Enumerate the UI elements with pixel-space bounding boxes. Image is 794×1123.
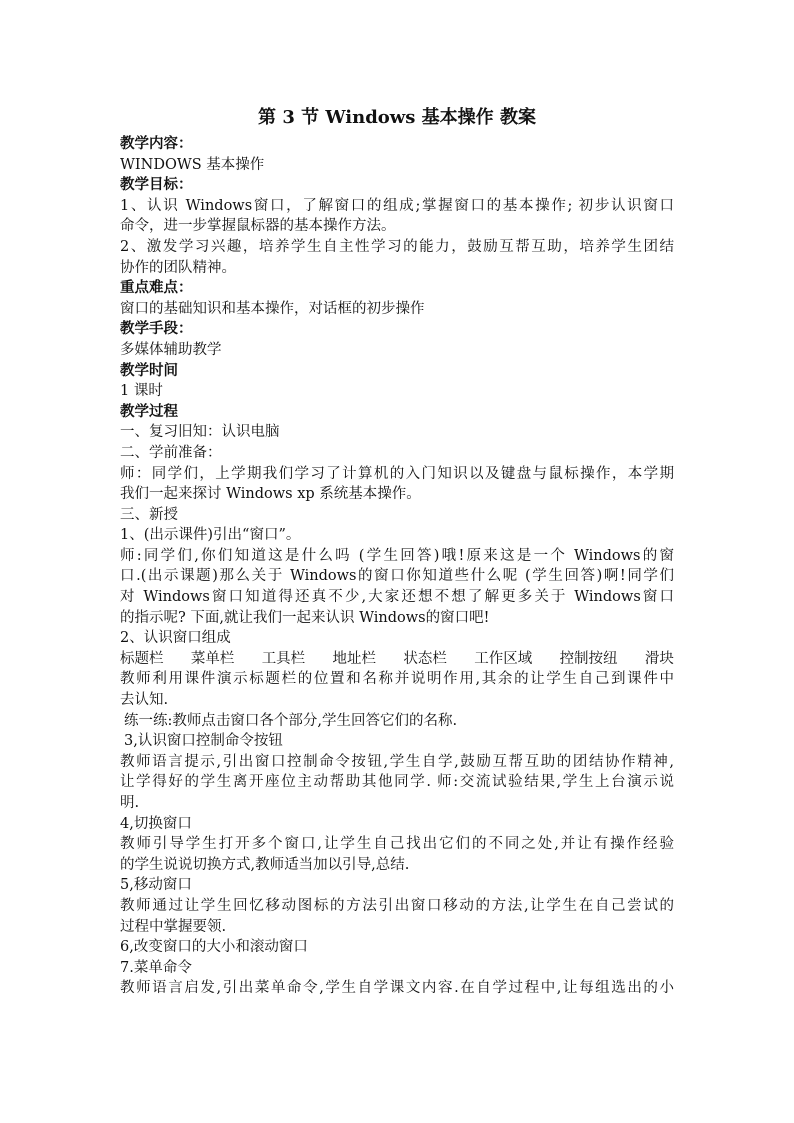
text-line: 2、激发学习兴趣，培养学生自主性学习的能力，鼓励互帮互助，培养学生团结 — [120, 238, 674, 255]
section-heading: 教学内容： — [120, 135, 193, 152]
text-line: 多媒体辅助教学 — [120, 341, 222, 358]
section-heading: 教学过程 — [120, 402, 178, 420]
window-component-label: 状态栏 — [403, 650, 447, 667]
text-line: 一、复习旧知：认识电脑 — [120, 424, 280, 441]
text-line: 教师引导学生打开多个窗口,让学生自己找出它们的不同之处,并让有操作经验 — [120, 836, 674, 853]
text-line: 我们一起来探讨 Windows xp 系统基本操作。 — [120, 486, 421, 503]
text-line: 5,移动窗口 — [120, 877, 192, 894]
text-line: 教师语言启发,引出菜单命令,学生自学课文内容.在自学过程中,让每组选出的小 — [120, 980, 674, 997]
text-line: WINDOWS 基本操作 — [120, 156, 265, 173]
text-line: 二、学前准备： — [120, 444, 222, 461]
text-line: 教师语言提示,引出窗口控制命令按钮,学生自学,鼓励互帮互助的团结协作精神, — [120, 753, 674, 770]
text-line: 协作的团队精神。 — [120, 259, 236, 276]
window-component-label: 地址栏 — [332, 650, 377, 667]
text-line: 师：同学们，上学期我们学习了计算机的入门知识以及键盘与鼠标操作，本学期 — [120, 465, 674, 482]
text-line: 的指示呢? 下面,就让我们一起来认识 Windows的窗口吧! — [120, 609, 490, 626]
text-line: 师:同学们,你们知道这是什么吗 (学生回答)哦!原来这是一个 Windows的窗 — [120, 547, 674, 564]
window-component-label: 标题栏 — [120, 650, 164, 667]
text-line: 2、认识窗口组成 — [120, 630, 231, 647]
text-line: 明. — [120, 795, 140, 811]
section-heading: 重点难点： — [120, 279, 193, 297]
text-line: 对 Windows窗口知道得还真不少,大家还想不想了解更多关于 Windows窗口 — [120, 589, 674, 606]
text-line: 教师通过让学生回忆移动图标的方法引出窗口移动的方法,让学生在自己尝试的 — [120, 897, 674, 914]
section-heading: 教学目标： — [120, 176, 193, 194]
window-components-list — [120, 649, 674, 670]
document-title: 第 3 节 Windows 基本操作 教案 — [258, 107, 536, 128]
text-line: 1、(出示课件)引出“窗口”。 — [120, 527, 301, 544]
window-component-label: 滑块 — [644, 650, 674, 667]
window-component-label: 工具栏 — [261, 650, 306, 667]
body-section-1 — [120, 134, 674, 649]
section-heading: 教学手段： — [120, 320, 193, 338]
text-line: 练一练:教师点击窗口各个部分,学生回答它们的名称. — [124, 712, 458, 729]
text-line: 4,切换窗口 — [120, 815, 192, 832]
text-line: 让学得好的学生离开座位主动帮助其他同学. 师:交流试验结果,学生上台演示说 — [120, 774, 674, 791]
text-line: 口.(出示课题)那么关于 Windows的窗口你知道些什么呢 (学生回答)啊!同学们 — [120, 568, 674, 585]
window-component-label: 菜单栏 — [190, 650, 235, 667]
text-line: 的学生说说切换方式,教师适当加以引导,总结. — [120, 856, 410, 873]
text-line: 三、新授 — [120, 506, 178, 523]
text-line: 1 课时 — [120, 383, 163, 400]
text-line: 教师利用课件演示标题栏的位置和名称并说明作用,其余的让学生自己到课件中 — [120, 671, 674, 688]
text-line: 7.菜单命令 — [120, 959, 192, 976]
window-component-label: 控制按纽 — [559, 650, 618, 667]
text-line: 过程中掌握要领. — [120, 918, 227, 935]
body-section-2 — [120, 669, 674, 999]
text-line: 3,认识窗口控制命令按钮 — [124, 733, 283, 750]
text-line: 窗口的基础知识和基本操作，对话框的初步操作 — [120, 300, 425, 317]
section-heading: 教学时间 — [120, 361, 178, 379]
text-line: 去认知. — [120, 692, 169, 709]
window-component-label: 工作区域 — [474, 650, 533, 667]
text-line: 1、认识 Windows窗口，了解窗口的组成;掌握窗口的基本操作; 初步认识窗口 — [120, 197, 674, 214]
text-line: 命令，进一步掌握鼠标器的基本操作方法。 — [120, 218, 396, 235]
text-line: 6,改变窗口的大小和滚动窗口 — [120, 939, 308, 956]
